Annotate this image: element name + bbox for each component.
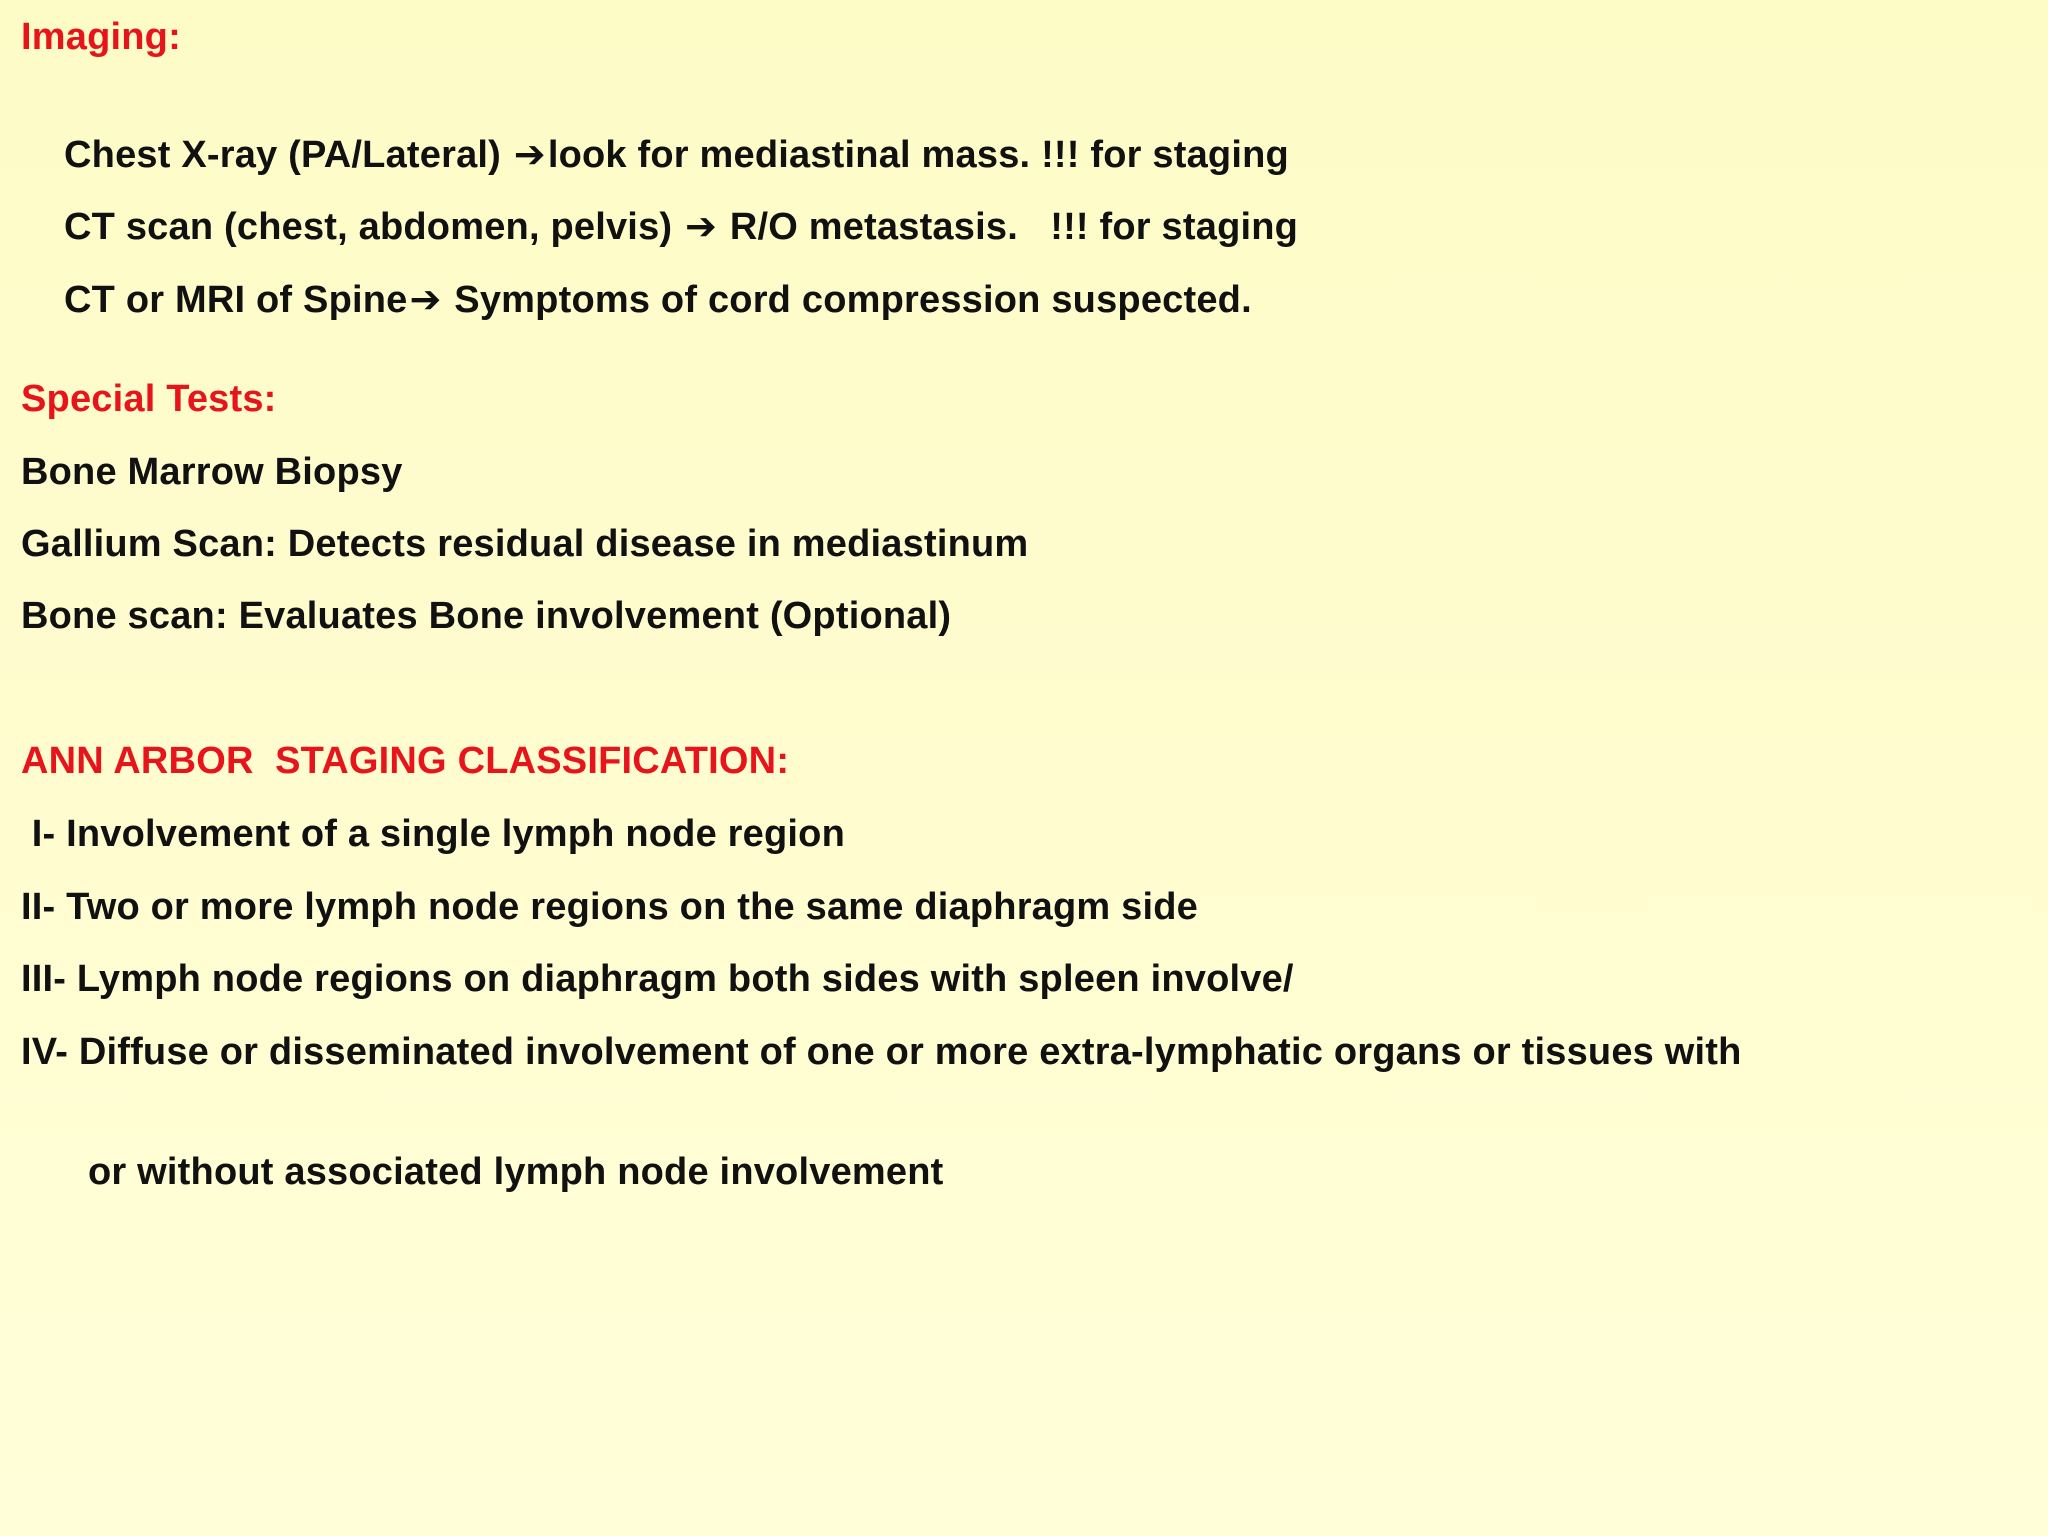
arrow-right-icon: ➔ [685, 206, 718, 248]
staging-item-stage-1: I- Involvement of a single lymph node region [21, 813, 845, 855]
special-test-item: Bone Marrow Biopsy [21, 451, 403, 493]
arrow-right-icon: ➔ [513, 134, 546, 176]
imaging-item-text: CT or MRI of Spine [64, 279, 408, 321]
staging-item-stage-4-continued: or without associated lymph node involvement [88, 1151, 944, 1193]
special-test-item: Gallium Scan: Detects residual disease in mediastinum [21, 523, 1029, 565]
arrow-right-icon: ➔ [409, 279, 442, 321]
special-tests-heading: Special Tests: [21, 378, 277, 420]
staging-item-stage-3: III- Lymph node regions on diaphragm both sides with spleen involve/ [21, 958, 1294, 1000]
imaging-item-text: Chest X-ray (PA/Lateral) [64, 134, 512, 176]
special-test-item: Bone scan: Evaluates Bone involvement (Optional) [21, 595, 952, 637]
imaging-heading: Imaging: [21, 16, 181, 58]
staging-heading: ANN ARBOR STAGING CLASSIFICATION: [21, 740, 790, 782]
imaging-item-spine [21, 231, 1252, 369]
imaging-item-text: R/O metastasis. !!! for staging [719, 206, 1299, 248]
staging-item-stage-2: II- Two or more lymph node regions on the same diaphragm side [21, 886, 1199, 928]
staging-item-stage-4: IV- Diffuse or disseminated involvement of one or more extra-lymphatic organs or tissues with [21, 1031, 1742, 1073]
imaging-item-text: CT scan (chest, abdomen, pelvis) [64, 206, 684, 248]
imaging-item-text: Symptoms of cord compression suspected. [443, 279, 1252, 321]
imaging-item-text: look for mediastinal mass. !!! for staging [547, 134, 1289, 176]
